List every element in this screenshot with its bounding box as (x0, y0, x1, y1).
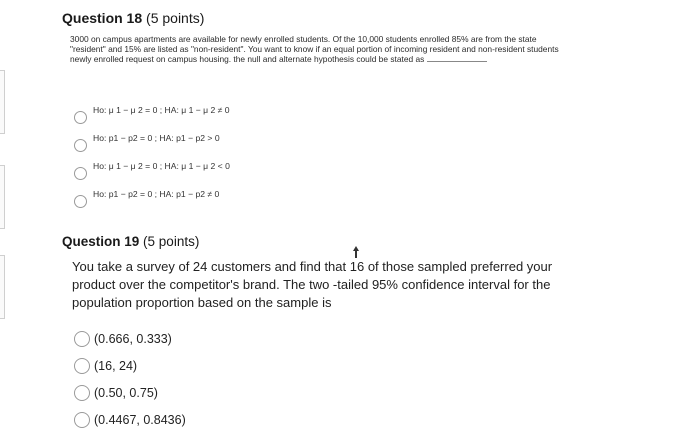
q19-option-3-label: (0.50, 0.75) (94, 386, 158, 400)
radio-button[interactable] (74, 331, 90, 347)
question-18-label: Question 18 (62, 10, 143, 26)
question-19-title (62, 234, 199, 249)
left-edge-panel (0, 70, 5, 134)
q18-option-1[interactable] (74, 105, 230, 126)
q19-option-4-label: (0.4467, 0.8436) (94, 413, 186, 427)
q19-option-2-label: (16, 24) (94, 359, 138, 373)
question-18-points: (5 points) (146, 10, 205, 26)
radio-button[interactable] (74, 111, 87, 124)
radio-button[interactable] (74, 167, 87, 180)
answer-blank (427, 61, 487, 62)
radio-button[interactable] (74, 139, 87, 152)
radio-button[interactable] (74, 412, 90, 428)
q18-option-3-label: Ho: μ 1 − μ 2 = 0 ; HA: μ 1 − μ 2 < 0 (93, 161, 230, 171)
mouse-cursor-icon (351, 246, 361, 258)
question-19-label: Question 19 (62, 234, 140, 249)
question-18-title (62, 10, 204, 26)
radio-button[interactable] (74, 195, 87, 208)
left-edge-panel (0, 165, 5, 229)
left-edge-panels (0, 0, 6, 440)
q18-option-3[interactable] (74, 161, 230, 182)
left-edge-panel (0, 255, 5, 319)
q19-option-3[interactable] (74, 384, 158, 402)
question-19-points: (5 points) (143, 234, 200, 249)
q18-option-2[interactable] (74, 133, 220, 154)
q18-option-4-label: Ho: p1 − p2 = 0 ; HA: p1 − p2 ≠ 0 (93, 189, 220, 199)
question-18-text (70, 34, 570, 65)
q19-option-1-label: (0.666, 0.333) (94, 332, 172, 346)
q18-option-4[interactable] (74, 189, 220, 210)
q19-option-4[interactable] (74, 411, 186, 429)
q19-option-2[interactable] (74, 357, 137, 375)
question-18-body: 3000 on campus apartments are available for newly enrolled students. Of the 10,000 students enrolled 85% are from the state "resident" and 15% are listed as "non-resident". You want to know if an equal portion of incoming resident and non-resident students newly enrolled request on campus housing. the null and alternate hypothesis could be stated as (70, 34, 559, 65)
question-19-body: You take a survey of 24 customers and find that 16 of those sampled preferred your product over the competitor's brand. The two -tailed 95% confidence interval for the population proportion based on the sample is (72, 259, 553, 310)
radio-button[interactable] (74, 385, 90, 401)
q18-option-2-label: Ho: p1 − p2 = 0 ; HA: p1 − p2 > 0 (93, 133, 220, 143)
q19-option-1[interactable] (74, 330, 172, 348)
radio-button[interactable] (74, 358, 90, 374)
q18-option-1-label: Ho: μ 1 − μ 2 = 0 ; HA: μ 1 − μ 2 ≠ 0 (93, 105, 230, 115)
